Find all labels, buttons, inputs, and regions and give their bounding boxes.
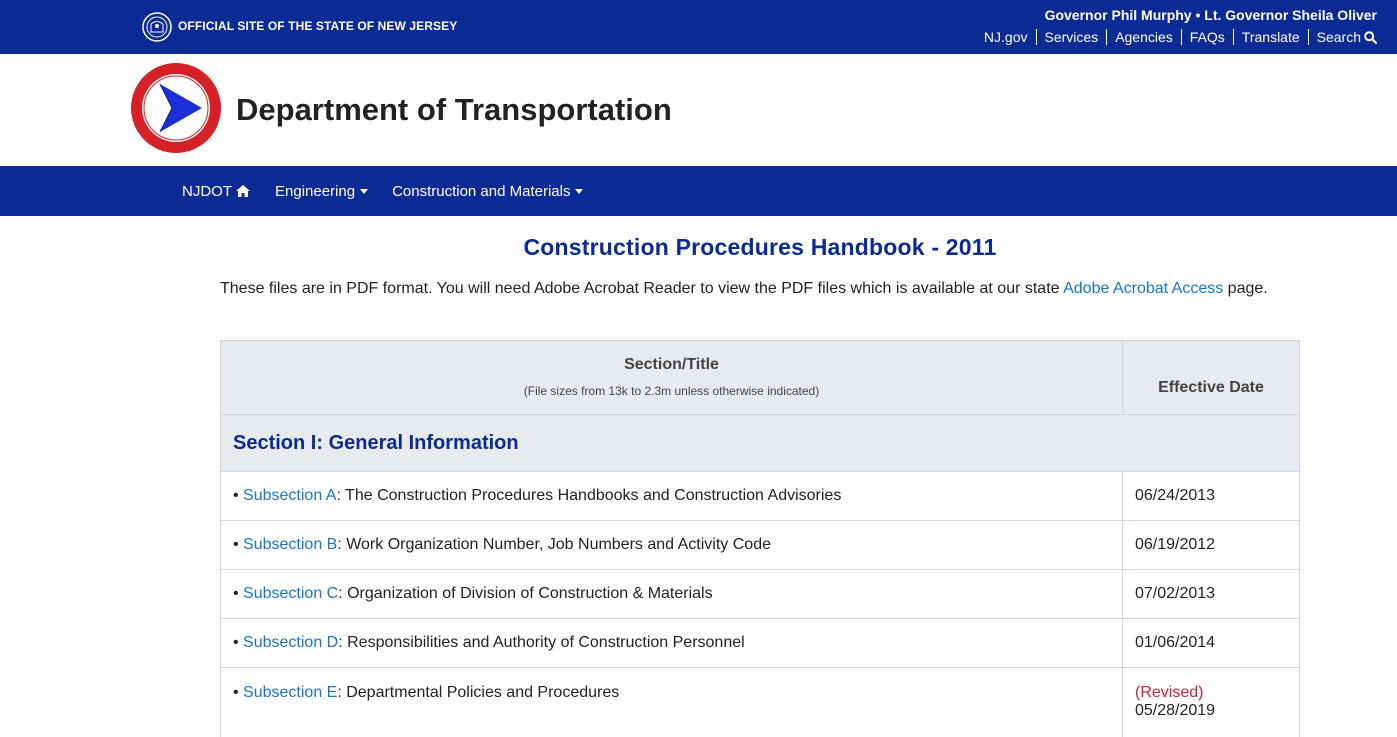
chevron-down-icon xyxy=(575,189,583,194)
table-row xyxy=(221,521,1300,570)
nav-njdot-label: NJDOT xyxy=(182,182,232,200)
governor-label: Governor Phil Murphy • Lt. Governor Sheila Oliver xyxy=(1044,7,1377,23)
subsection-title-cell xyxy=(221,619,1123,668)
subsection-title: : Work Organization Number, Job Numbers and Activity Code xyxy=(337,536,771,553)
bullet: • xyxy=(233,536,244,553)
section-heading: Section I: General Information xyxy=(221,415,1300,472)
subsection-title: : Departmental Policies and Procedures xyxy=(337,684,620,701)
effective-date-cell: 01/06/2014 xyxy=(1123,619,1300,668)
subsection-d-link[interactable]: Subsection D xyxy=(243,634,339,651)
top-links xyxy=(976,29,1377,45)
subsection-title-cell xyxy=(221,570,1123,619)
subsection-title: : Organization of Division of Construction & Materials xyxy=(338,585,713,602)
table-row xyxy=(221,619,1300,668)
main-content xyxy=(220,234,1300,737)
subsection-c-link[interactable]: Subsection C xyxy=(243,585,339,602)
chevron-down-icon xyxy=(360,189,368,194)
subsection-title: : Responsibilities and Authority of Construction Personnel xyxy=(338,634,745,651)
table-row xyxy=(221,472,1300,521)
njdot-logo-icon[interactable] xyxy=(130,62,222,154)
column-header-section-title xyxy=(221,341,1123,415)
subsection-e-link[interactable]: Subsection E xyxy=(243,684,338,701)
page-title: Construction Procedures Handbook - 2011 xyxy=(523,234,997,260)
effective-date-cell: 07/02/2013 xyxy=(1123,570,1300,619)
department-title: Department of Transportation xyxy=(236,92,672,127)
handbook-table xyxy=(220,340,1300,737)
agencies-link[interactable]: Agencies xyxy=(1106,29,1181,45)
table-header-row xyxy=(221,341,1300,415)
bullet: • xyxy=(233,487,244,504)
translate-link[interactable]: Translate xyxy=(1233,29,1308,45)
column-header-title-label: Section/Title xyxy=(624,356,719,373)
search-icon xyxy=(1364,31,1377,44)
column-header-effective-date: Effective Date xyxy=(1123,341,1300,415)
subsection-b-link[interactable]: Subsection B xyxy=(243,536,338,553)
file-size-note: (File sizes from 13k to 2.3m unless otherwise indicated) xyxy=(523,384,820,398)
subsection-title-cell xyxy=(221,668,1123,737)
bullet: • xyxy=(233,684,244,701)
intro-text-after: page. xyxy=(1223,280,1268,297)
department-header xyxy=(0,54,1397,166)
state-bar xyxy=(0,0,1397,54)
table-row xyxy=(221,570,1300,619)
effective-date-cell: 06/19/2012 xyxy=(1123,521,1300,570)
services-link[interactable]: Services xyxy=(1036,29,1107,45)
effective-date: 05/28/2019 xyxy=(1135,702,1216,719)
official-site-label: OFFICIAL SITE OF THE STATE OF NEW JERSEY xyxy=(178,19,458,33)
nj-state-seal-icon xyxy=(142,12,172,42)
njgov-link[interactable]: NJ.gov xyxy=(983,29,1028,45)
adobe-acrobat-access-link[interactable]: Adobe Acrobat Access xyxy=(1063,280,1224,297)
bullet: • xyxy=(233,634,244,651)
effective-date-cell xyxy=(1123,668,1300,737)
search-label: Search xyxy=(1316,29,1361,45)
home-icon xyxy=(235,184,251,198)
nav-construction-label: Construction and Materials xyxy=(392,182,571,200)
nav-construction-dropdown[interactable] xyxy=(392,183,583,200)
search-link[interactable] xyxy=(1308,29,1377,45)
bullet: • xyxy=(233,585,244,602)
subsection-a-link[interactable]: Subsection A xyxy=(243,487,337,504)
subsection-title-cell xyxy=(221,521,1123,570)
nav-engineering-dropdown[interactable] xyxy=(275,183,368,200)
subsection-title-cell xyxy=(221,472,1123,521)
nav-njdot-home[interactable] xyxy=(182,183,251,200)
main-nav xyxy=(0,166,1397,216)
section-row xyxy=(221,415,1300,472)
nav-engineering-label: Engineering xyxy=(275,182,356,200)
intro-text-before: These files are in PDF format. You will need Adobe Acrobat Reader to view the PDF files which is available at our state xyxy=(220,280,1064,297)
table-row xyxy=(221,668,1300,737)
intro-text xyxy=(220,280,1300,298)
subsection-title: : The Construction Procedures Handbooks and Construction Advisories xyxy=(336,487,842,504)
faqs-link[interactable]: FAQs xyxy=(1181,29,1233,45)
effective-date-cell: 06/24/2013 xyxy=(1123,472,1300,521)
revised-note: (Revised) xyxy=(1135,684,1204,701)
